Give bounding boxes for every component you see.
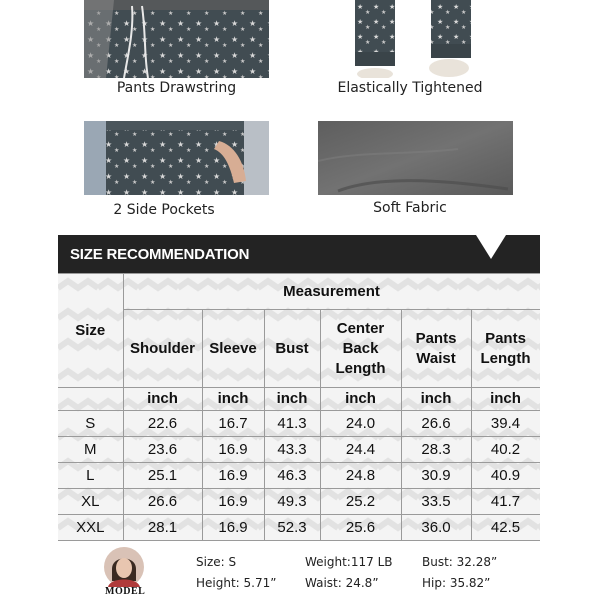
unit-label: inch — [264, 388, 320, 411]
table-cell: 43.3 — [264, 437, 320, 463]
table-row — [58, 463, 540, 489]
column-header: Center Back Length — [320, 310, 401, 388]
table-cell: 28.3 — [401, 437, 471, 463]
table-cell: 30.9 — [401, 463, 471, 489]
drawstring-caption: Pants Drawstring — [116, 80, 237, 96]
table-cell: 40.2 — [471, 437, 540, 463]
table-cell: 25.2 — [320, 489, 401, 515]
elastic-cuff-photo — [355, 0, 471, 78]
table-cell: 41.7 — [471, 489, 540, 515]
table-row — [58, 515, 540, 541]
drawstring-photo — [84, 0, 269, 78]
table-cell: 46.3 — [264, 463, 320, 489]
size-chart — [58, 273, 540, 540]
model-label: MODEL — [105, 586, 146, 597]
model-size: Size: S — [196, 555, 237, 569]
soft-fabric-caption: Soft Fabric — [373, 200, 447, 216]
table-cell: 25.6 — [320, 515, 401, 541]
column-header: Pants Length — [471, 310, 540, 388]
size-column-header: Size — [58, 274, 123, 388]
size-label: L — [58, 463, 123, 489]
table-cell: 42.5 — [471, 515, 540, 541]
model-hip: Hip: 35.82” — [422, 576, 491, 590]
column-header: Sleeve — [202, 310, 264, 388]
table-cell: 28.1 — [123, 515, 202, 541]
size-label: XL — [58, 489, 123, 515]
table-cell: 23.6 — [123, 437, 202, 463]
table-cell: 16.9 — [202, 463, 264, 489]
model-avatar — [104, 547, 144, 587]
table-cell: 26.6 — [123, 489, 202, 515]
elastic-cuff-caption: Elastically Tightened — [337, 80, 483, 96]
table-cell: 16.9 — [202, 515, 264, 541]
model-weight: Weight:117 LB — [305, 555, 393, 569]
table-cell: 16.7 — [202, 411, 264, 437]
table-cell: 24.8 — [320, 463, 401, 489]
table-cell: 52.3 — [264, 515, 320, 541]
measurement-header: Measurement — [123, 274, 540, 310]
chevron-down-icon — [476, 235, 506, 261]
unit-label: inch — [202, 388, 264, 411]
table-cell: 49.3 — [264, 489, 320, 515]
table-cell: 24.4 — [320, 437, 401, 463]
size-recommendation-header — [58, 235, 540, 273]
table-row — [58, 437, 540, 463]
column-header: Shoulder — [123, 310, 202, 388]
size-label: S — [58, 411, 123, 437]
table-row — [58, 411, 540, 437]
table-cell: 40.9 — [471, 463, 540, 489]
side-pockets-photo — [84, 121, 269, 195]
model-bust: Bust: 32.28” — [422, 555, 498, 569]
model-height: Height: 5.71” — [196, 576, 277, 590]
unit-label: inch — [471, 388, 540, 411]
size-table — [58, 273, 540, 540]
table-cell: 26.6 — [401, 411, 471, 437]
table-cell: 16.9 — [202, 489, 264, 515]
size-label: XXL — [58, 515, 123, 541]
table-cell: 24.0 — [320, 411, 401, 437]
model-info — [58, 540, 540, 601]
table-cell: 22.6 — [123, 411, 202, 437]
unit-label: inch — [123, 388, 202, 411]
unit-label: inch — [320, 388, 401, 411]
unit-row-spacer — [58, 388, 123, 411]
model-waist: Waist: 24.8” — [305, 576, 379, 590]
size-recommendation-title: SIZE RECOMMENDATION — [70, 246, 250, 263]
table-cell: 25.1 — [123, 463, 202, 489]
side-pockets-caption: 2 Side Pockets — [113, 202, 215, 218]
unit-label: inch — [401, 388, 471, 411]
column-header: Pants Waist — [401, 310, 471, 388]
table-cell: 33.5 — [401, 489, 471, 515]
table-cell: 39.4 — [471, 411, 540, 437]
table-cell: 36.0 — [401, 515, 471, 541]
column-header: Bust — [264, 310, 320, 388]
soft-fabric-photo — [318, 121, 513, 195]
size-label: M — [58, 437, 123, 463]
table-row — [58, 489, 540, 515]
table-cell: 16.9 — [202, 437, 264, 463]
table-cell: 41.3 — [264, 411, 320, 437]
